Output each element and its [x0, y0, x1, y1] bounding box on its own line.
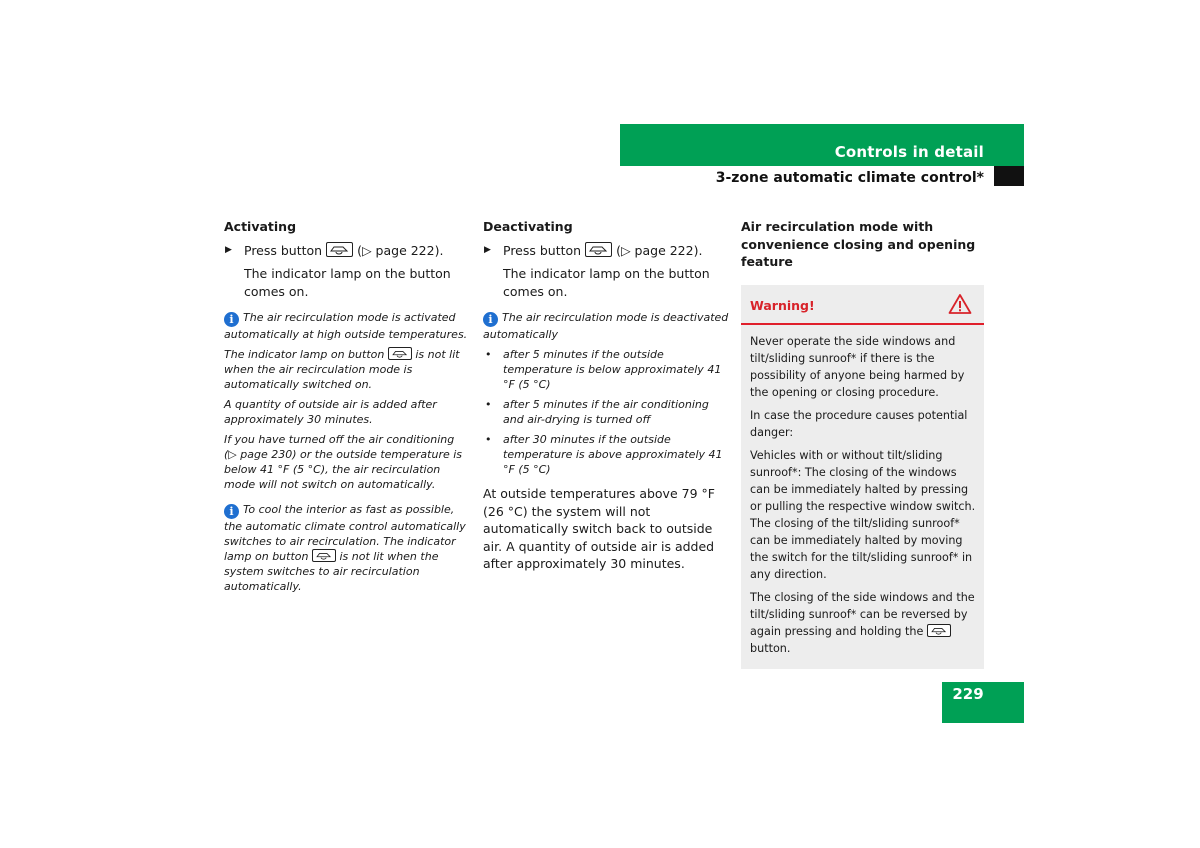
step-text: Press button — [503, 242, 582, 258]
note-ac-off: If you have turned off the air conditioning (▷ page 230) or the outside temperature is below 41 °F (5 °C), the air recirculation mode will not switch on automatically. — [224, 433, 463, 491]
convenience-heading: Air recirculation mode with convenience closing and opening feature — [741, 219, 976, 269]
warning-paragraph: Vehicles with or without tilt/sliding sunroof*: The closing of the windows can be immediately halted by pressing or pulling the respective window switch. The closing of the tilt/sliding sunroof* can be immediately halted by moving the switch for the tilt/sliding sunroof* in any direction. — [750, 448, 976, 581]
recirculation-button-icon — [388, 347, 412, 360]
info-icon: i — [483, 312, 498, 327]
recirculation-button-icon — [326, 242, 353, 257]
list-item: • after 5 minutes if the outside temperature is below approximately 41 °F (5 °C) — [485, 348, 722, 391]
warning-title: Warning! — [750, 297, 815, 313]
warning-paragraph: The closing of the side windows and the tilt/sliding sunroof* can be reversed by again pressing and holding the button. — [750, 590, 975, 655]
warning-triangle-icon — [948, 293, 972, 315]
activating-heading: Activating — [224, 219, 297, 234]
recirculation-button-icon — [312, 549, 336, 562]
activating-result: The indicator lamp on the button comes on. — [244, 266, 451, 299]
deactivating-heading: Deactivating — [483, 219, 573, 234]
note-auto-activate: i The air recirculation mode is activated automatically at high outside temperatures. — [224, 311, 468, 341]
note-auto-deactivate: i The air recirculation mode is deactivated automatically — [483, 311, 729, 341]
subsection-title: 3-zone automatic climate control* — [715, 170, 984, 186]
page-number: 229 — [952, 685, 984, 703]
list-item: • after 5 minutes if the air conditioning and air-drying is turned off — [485, 398, 709, 426]
warning-paragraph: In case the procedure causes potential danger: — [750, 408, 968, 439]
activating-step — [224, 242, 470, 260]
step-page-ref: (▷ page 222). — [616, 242, 703, 258]
info-icon: i — [224, 504, 239, 519]
step-page-ref: (▷ page 222). — [357, 242, 444, 258]
column-activating — [224, 218, 470, 599]
step-arrow-icon: ▶ — [484, 244, 491, 255]
deactivating-result: The indicator lamp on the button comes on. — [503, 266, 710, 299]
recirculation-button-icon — [585, 242, 612, 257]
step-text: Press button — [244, 242, 323, 258]
warning-box — [741, 285, 984, 669]
list-item: • after 30 minutes if the outside temperature is above approximately 41 °F (5 °C) — [485, 433, 723, 476]
deactivating-body: At outside temperatures above 79 °F (26 °C) the system will not automatically switch back to outside air. A quantity of outside air is added after approximately 30 minutes. — [483, 486, 715, 571]
note-fast-cool: i To cool the interior as fast as possible, the automatic climate control automatically switches to air recirculation. The indicator lamp on button is not lit when the system switches to air recirculation automatically. — [224, 503, 466, 593]
warning-paragraph: Never operate the side windows and tilt/sliding sunroof* if there is the possibility of anyone being harmed by the opening or closing procedure. — [750, 334, 965, 399]
column-deactivating — [483, 218, 729, 573]
note-outside-air: A quantity of outside air is added after approximately 30 minutes. — [224, 398, 437, 426]
warning-header — [741, 285, 984, 325]
info-icon: i — [224, 312, 239, 327]
recirculation-button-icon — [927, 624, 951, 637]
step-arrow-icon: ▶ — [225, 244, 232, 255]
section-title: Controls in detail — [834, 143, 984, 161]
black-tab-marker — [994, 166, 1024, 186]
deactivating-step — [483, 242, 729, 260]
note-lamp-not-lit: The indicator lamp on button is not lit when the air recirculation mode is automatically switched on. — [224, 348, 460, 391]
column-convenience — [741, 218, 984, 669]
